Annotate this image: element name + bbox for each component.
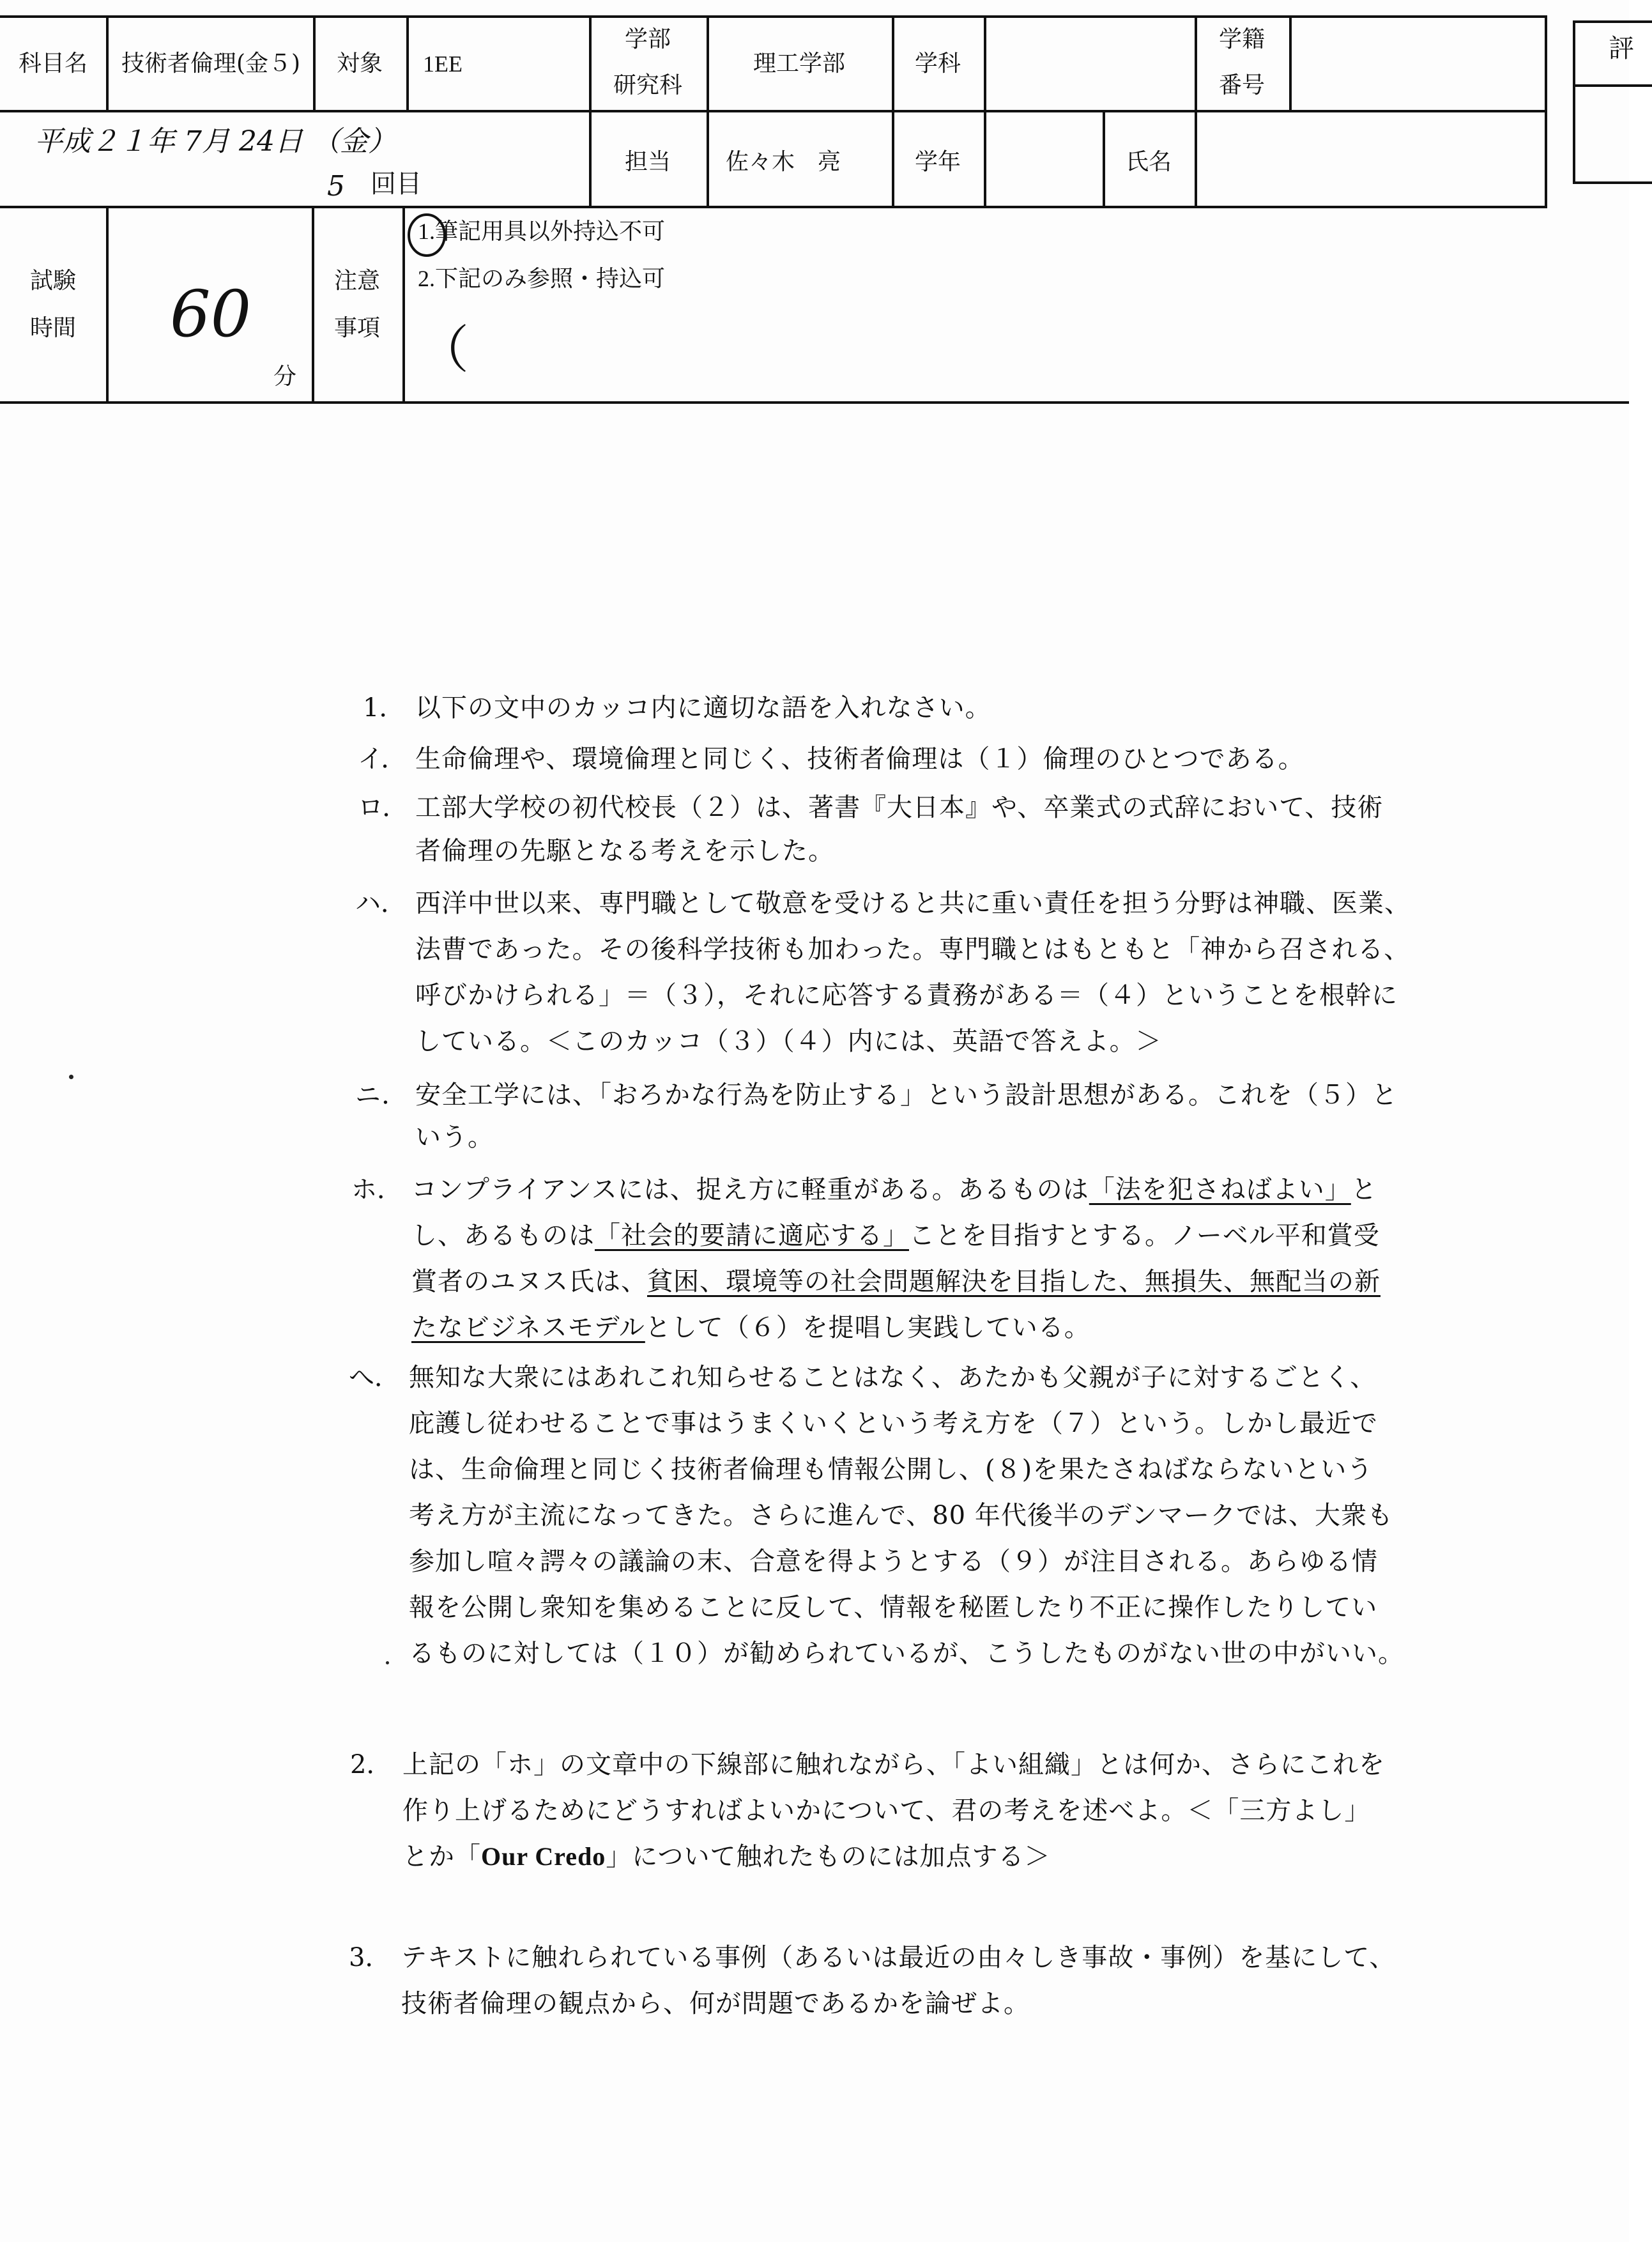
underlined-phrase: 「法を犯さねばよい」 <box>1089 1175 1351 1204</box>
note-bracket: （ <box>418 320 469 380</box>
question-1-number: 1． <box>363 693 405 723</box>
underlined-phrase: 「社会的要請に適応する」 <box>595 1221 909 1250</box>
notes-label-1: 注意 <box>333 268 380 294</box>
department-label: 学科 <box>914 50 961 77</box>
table-rule-1 <box>0 110 1547 112</box>
underlined-phrase: 貧困、環境等の社会問題解決を目指した、無損失、無配当の新 <box>647 1267 1380 1296</box>
item-ho-mark: ホ． <box>351 1175 402 1204</box>
table-border-bottom <box>0 401 1629 404</box>
exam-time-label-1: 試験 <box>29 268 76 294</box>
item-ro-line-1: 工部大学校の初代校長（２）は、著書『大日本』や、卒業式の式辞において、技術 <box>415 793 1384 822</box>
underlined-phrase: たなビジネスモデル <box>411 1313 645 1342</box>
item-ro-mark: ロ． <box>358 793 408 822</box>
item-he-line-1: 無知な大衆にはあれこれ知らせることはなく、あたかも父親が子に対するごとく、 <box>409 1363 1377 1392</box>
question-3-line-1: テキストに触れられている事例（あるいは最近の由々しき事故・事例）を基にして、 <box>401 1943 1396 1972</box>
circle-mark-icon <box>405 211 448 259</box>
question-2-number: 2． <box>350 1750 392 1779</box>
col-rule <box>406 15 409 110</box>
question-2-line-1: 上記の「ホ」の文章中の下線部に触れながら、「よい組織」とは何か、さらにこれを <box>402 1750 1385 1779</box>
question-3-line-2: 技術者倫理の観点から、何が問題であるかを論ぜよ。 <box>401 1989 1030 2018</box>
session-suffix: 回目 <box>371 169 422 199</box>
note-2: 2.下記のみ参照・持込可 <box>418 266 666 291</box>
col-rule <box>312 207 314 403</box>
question-3-number: 3． <box>349 1943 391 1972</box>
question-1-text: 以下の文中のカッコ内に適切な語を入れなさい。 <box>415 693 991 723</box>
exam-time-value: 60 <box>170 277 252 351</box>
item-ho-line-3: 賞者のユヌス氏は、貧困、環境等の社会問題解決を目指した、無損失、無配当の新 <box>411 1267 1380 1296</box>
target-value: 1EE <box>423 51 463 77</box>
item-ha-line-1: 西洋中世以来、専門職として敬意を受けると共に重い責任を担う分野は神職、医業、 <box>415 889 1411 918</box>
item-ha-mark: ハ． <box>355 889 406 918</box>
item-ha-line-3: 呼びかけられる」＝（３），それに応答する責務がある＝（４）ということを根幹に <box>415 981 1398 1010</box>
col-rule <box>1289 15 1292 110</box>
item-ho-line-2: し、あるものは「社会的要請に適応する」ことを目指すとする。ノーベル平和賞受 <box>411 1221 1380 1250</box>
student-no-label-2: 番号 <box>1218 72 1265 98</box>
item-he-line-3: は、生命倫理と同じく技術者倫理も情報公開し、(８)を果たさねばならないという <box>409 1455 1373 1484</box>
name-label: 氏名 <box>1125 149 1172 175</box>
item-ha-line-2: 法曹であった。その後科学技術も加わった。専門職とはもともと「神から召される、 <box>415 935 1411 964</box>
question-2-line-2: 作り上げるためにどうすればよいかについて、君の考えを述べよ。＜「三方よし」 <box>402 1796 1371 1825</box>
instructor-value: 佐々木 亮 <box>726 149 841 175</box>
faculty-label-1: 学部 <box>624 26 671 52</box>
exam-time-unit: 分 <box>273 364 297 390</box>
item-he-line-5: 参加し喧々諤々の議論の末、合意を得ようとする（９）が注目される。あらゆる情 <box>409 1547 1378 1576</box>
item-he-line-4: 考え方が主流になってきた。さらに進んで、80 年代後半のデンマークでは、大衆も <box>409 1501 1394 1530</box>
col-rule <box>106 15 109 110</box>
faculty-value: 理工学部 <box>753 50 845 77</box>
note-1: 1.筆記用具以外持込不可 <box>418 219 666 244</box>
scan-speck <box>386 1661 389 1664</box>
col-rule <box>984 15 986 208</box>
item-ni-line-1: 安全工学には、「おろかな行為を防止する」という設計思想がある。これを（５）と <box>415 1080 1398 1110</box>
item-i-mark: イ． <box>358 744 407 774</box>
question-2-line-3: とか「Our Credo」について触れたものには加点する＞ <box>402 1842 1051 1871</box>
col-rule <box>106 207 109 403</box>
faculty-label-2: 研究科 <box>613 72 682 98</box>
item-he-mark: へ． <box>349 1363 400 1392</box>
item-ho-line-1: コンプライアンスには、捉え方に軽重がある。あるものは「法を犯さねばよい」と <box>411 1175 1377 1204</box>
student-no-label-1: 学籍 <box>1218 26 1265 52</box>
exam-header-table <box>0 15 1547 404</box>
item-i-line-1: 生命倫理や、環境倫理と同じく、技術者倫理は（１）倫理のひとつである。 <box>415 744 1304 774</box>
subject-value: 技術者倫理(金５) <box>121 50 301 77</box>
notes-label-2: 事項 <box>333 315 380 341</box>
target-label: 対象 <box>336 50 383 77</box>
exam-time-label-2: 時間 <box>29 315 76 341</box>
item-ha-line-4: している。＜このカッコ（３）（４）内には、英語で答えよ。＞ <box>415 1027 1162 1056</box>
instructor-label: 担当 <box>624 149 671 175</box>
item-he-line-6: 報を公開し衆知を集めることに反して、情報を秘匿したり不正に操作したりしてい <box>409 1593 1378 1622</box>
item-he-line-7: るものに対しては（１０）が勧められているが、こうしたものがない世の中がいい。 <box>409 1639 1404 1668</box>
session-number: 5 <box>327 170 345 203</box>
item-he-line-2: 庇護し従わせることで事はうまくいくという考え方を（７）という。しかし最近で <box>409 1409 1378 1438</box>
item-ni-line-2: いう。 <box>415 1123 494 1152</box>
item-ro-line-2: 者倫理の先駆となる考えを示した。 <box>415 836 834 866</box>
table-border-top <box>0 15 1547 18</box>
table-rule-2 <box>0 206 1547 208</box>
scan-speck <box>69 1075 73 1079</box>
exam-date: 平成２１年 7月 24日 （金） <box>34 125 396 158</box>
table-border-right <box>1545 15 1547 208</box>
score-box-char: 評 <box>1609 34 1634 63</box>
subject-label: 科目名 <box>18 50 88 77</box>
year-label: 学年 <box>914 149 961 175</box>
item-ni-mark: ニ． <box>355 1080 408 1110</box>
item-ho-line-4: たなビジネスモデルとして（６）を提唱し実践している。 <box>411 1313 1090 1342</box>
